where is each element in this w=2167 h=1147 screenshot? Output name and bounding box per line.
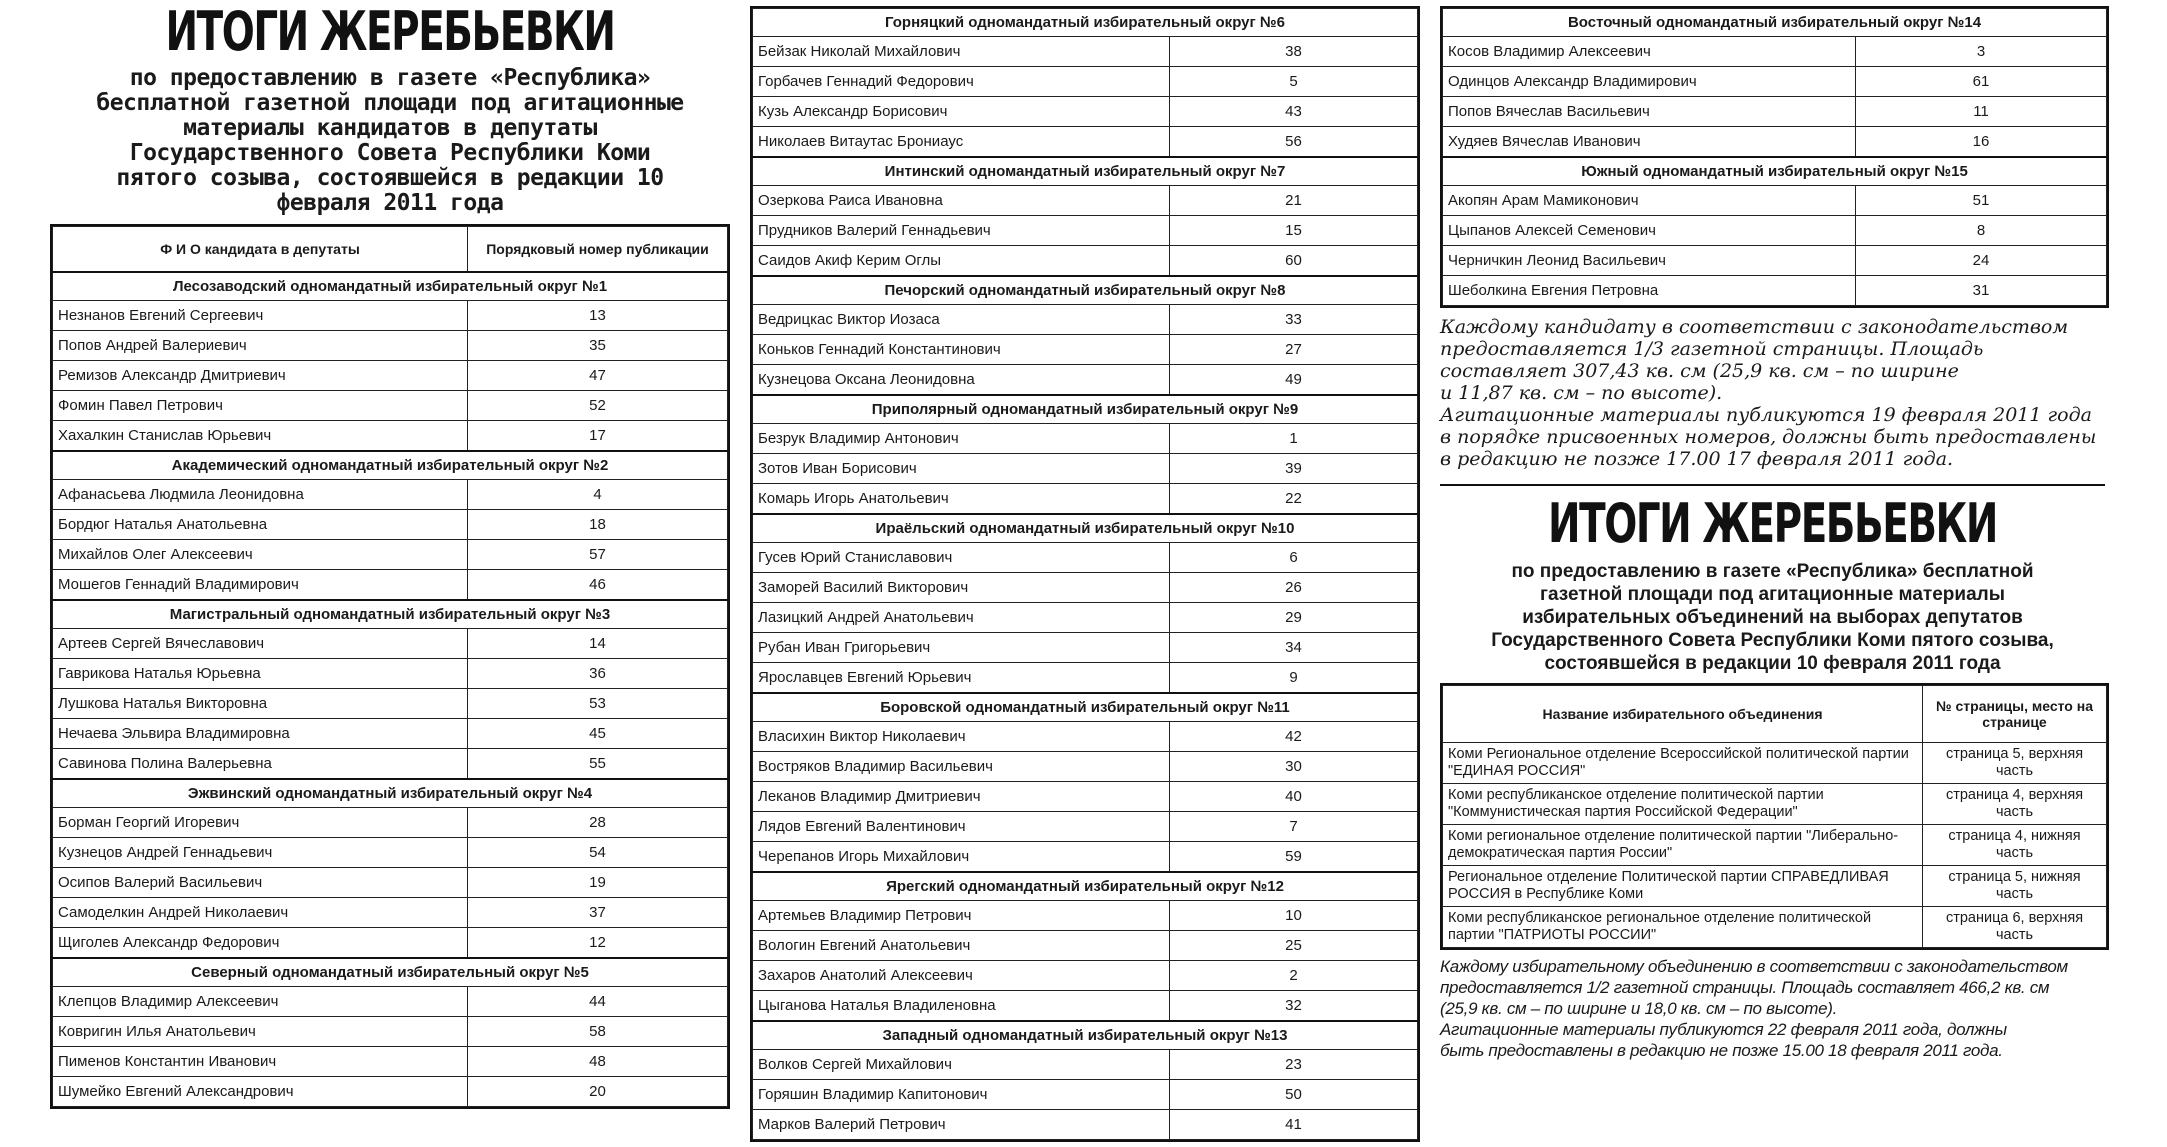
table-row — [753, 603, 1418, 633]
candidate-name: Саидов Акиф Керим Оглы — [753, 246, 1170, 277]
table-row — [753, 127, 1418, 158]
candidate-name: Шеболкина Евгения Петровна — [1443, 276, 1856, 306]
party-page-place: страница 4, нижняя часть — [1923, 825, 2107, 866]
publication-number: 10 — [1170, 901, 1418, 931]
party-name: Коми Региональное отделение Всероссийской политической партии "ЕДИНАЯ РОССИЯ" — [1443, 743, 1923, 784]
publication-number: 18 — [468, 510, 728, 540]
candidate-name: Попов Андрей Валериевич — [53, 331, 468, 361]
candidate-name: Савинова Полина Валерьевна — [53, 749, 468, 780]
candidate-name: Кузнецова Оксана Леонидовна — [753, 365, 1170, 396]
table-row — [53, 1017, 728, 1047]
table-row — [753, 67, 1418, 97]
divider — [1440, 484, 2105, 486]
candidate-name: Коньков Геннадий Константинович — [753, 335, 1170, 365]
candidate-name: Прудников Валерий Геннадьевич — [753, 216, 1170, 246]
candidate-name: Безрук Владимир Антонович — [753, 424, 1170, 454]
candidate-name: Афанасьева Людмила Леонидовна — [53, 480, 468, 510]
publication-number: 59 — [1170, 842, 1418, 873]
candidate-name: Черничкин Леонид Васильевич — [1443, 246, 1856, 276]
publication-number: 53 — [468, 689, 728, 719]
parties-note: Каждому избирательному объединению в соответствии с законодательством предоставляется 1/2 газетной страницы. Площадь составляет 466,2 кв. см (25,9 кв. см – по ширине и 18,0 кв. см – по высоте). Агитационные материалы публикуются 22 февраля 2011 года, должны быть предоставлены в редакцию не позже 15.00 18 февраля 2011 года. — [1440, 957, 2068, 1060]
publication-number: 5 — [1170, 67, 1418, 97]
okrug-heading: Печорский одномандатный избирательный округ №8 — [753, 276, 1418, 305]
candidate-name: Щиголев Александр Федорович — [53, 928, 468, 959]
column-header-fio: Ф И О кандидата в депутаты — [53, 227, 468, 273]
candidate-name: Власихин Виктор Николаевич — [753, 722, 1170, 752]
column-header-party: Название избирательного объединения — [1443, 686, 1923, 743]
candidate-name: Осипов Валерий Васильевич — [53, 868, 468, 898]
publication-number: 21 — [1170, 186, 1418, 216]
publication-number: 58 — [468, 1017, 728, 1047]
publication-number: 32 — [1170, 991, 1418, 1022]
table-row — [1443, 67, 2107, 97]
table-row — [753, 543, 1418, 573]
okrug-row — [53, 958, 728, 987]
parties-title: ИТОГИ ЖЕРЕБЬЕВКИ — [1548, 492, 1997, 555]
party-page-place: страница 5, верхняя часть — [1923, 743, 2107, 784]
table-row — [53, 540, 728, 570]
candidate-name: Ярославцев Евгений Юрьевич — [753, 663, 1170, 694]
publication-number: 42 — [1170, 722, 1418, 752]
okrug-heading: Южный одномандатный избирательный округ №15 — [1443, 157, 2107, 186]
table-row — [1443, 246, 2107, 276]
okrug-row — [753, 693, 1418, 722]
table-row — [53, 749, 728, 780]
candidate-name: Хахалкин Станислав Юрьевич — [53, 421, 468, 452]
okrug-heading: Приполярный одномандатный избирательный округ №9 — [753, 395, 1418, 424]
publication-number: 26 — [1170, 573, 1418, 603]
publication-number: 12 — [468, 928, 728, 959]
table-row — [1443, 825, 2107, 866]
table-row — [753, 305, 1418, 335]
candidates-table-frame-1 — [50, 224, 730, 1109]
table-row — [753, 1080, 1418, 1110]
table-row — [753, 633, 1418, 663]
publication-number: 56 — [1170, 127, 1418, 158]
candidate-name: Мошегов Геннадий Владимирович — [53, 570, 468, 601]
publication-number: 16 — [1856, 127, 2107, 158]
party-page-place: страница 5, нижняя часть — [1923, 866, 2107, 907]
table-row — [753, 752, 1418, 782]
publication-number: 44 — [468, 987, 728, 1017]
publication-number: 19 — [468, 868, 728, 898]
parties-body — [1443, 743, 2107, 948]
publication-number: 11 — [1856, 97, 2107, 127]
okrug-heading: Западный одномандатный избирательный округ №13 — [753, 1021, 1418, 1050]
table-row — [753, 782, 1418, 812]
publication-number: 47 — [468, 361, 728, 391]
okrug-heading: Эжвинский одномандатный избирательный округ №4 — [53, 779, 728, 808]
table-row — [53, 421, 728, 452]
table-row — [753, 454, 1418, 484]
table-row — [53, 1047, 728, 1077]
publication-number: 1 — [1170, 424, 1418, 454]
publication-number: 39 — [1170, 454, 1418, 484]
column-header-page: № страницы, место на странице — [1923, 686, 2107, 743]
publication-number: 3 — [1856, 37, 2107, 67]
candidate-name: Леканов Владимир Дмитриевич — [753, 782, 1170, 812]
publication-number: 29 — [1170, 603, 1418, 633]
left-column — [50, 0, 730, 1109]
candidate-name: Нечаева Эльвира Владимировна — [53, 719, 468, 749]
table-row — [53, 1077, 728, 1107]
table-row — [53, 361, 728, 391]
publication-number: 23 — [1170, 1050, 1418, 1080]
candidate-name: Николаев Витаутас Брониаус — [753, 127, 1170, 158]
party-page-place: страница 4, верхняя часть — [1923, 784, 2107, 825]
table-row — [1443, 866, 2107, 907]
okrug-row — [753, 9, 1418, 37]
okrug-row — [1443, 157, 2107, 186]
candidate-name: Худяев Вячеслав Иванович — [1443, 127, 1856, 158]
party-name: Региональное отделение Политической партии СПРАВЕДЛИВАЯ РОССИЯ в Республике Коми — [1443, 866, 1923, 907]
table-row — [753, 812, 1418, 842]
table-row — [53, 808, 728, 838]
publication-number: 31 — [1856, 276, 2107, 306]
okrug-row — [753, 157, 1418, 186]
okrug-heading: Горняцкий одномандатный избирательный округ №6 — [753, 9, 1418, 37]
candidate-name: Самоделкин Андрей Николаевич — [53, 898, 468, 928]
table-row — [53, 629, 728, 659]
candidate-name: Марков Валерий Петрович — [753, 1110, 1170, 1140]
publication-number: 7 — [1170, 812, 1418, 842]
table-row — [753, 991, 1418, 1022]
publication-number: 60 — [1170, 246, 1418, 277]
right-column — [1440, 6, 2130, 1061]
candidate-name: Фомин Павел Петрович — [53, 391, 468, 421]
table-row — [53, 928, 728, 959]
candidate-name: Клепцов Владимир Алексеевич — [53, 987, 468, 1017]
candidate-name: Лушкова Наталья Викторовна — [53, 689, 468, 719]
party-page-place: страница 6, верхняя часть — [1923, 907, 2107, 948]
publication-number: 28 — [468, 808, 728, 838]
column-header-number: Порядковый номер публикации — [468, 227, 728, 273]
publication-number: 41 — [1170, 1110, 1418, 1140]
table-row — [1443, 784, 2107, 825]
candidates-table-3 — [1442, 8, 2107, 306]
publication-number: 46 — [468, 570, 728, 601]
table-row — [753, 1110, 1418, 1140]
candidate-name: Волков Сергей Михайлович — [753, 1050, 1170, 1080]
candidate-name: Шумейко Евгений Александрович — [53, 1077, 468, 1107]
table-row — [753, 1050, 1418, 1080]
publication-number: 48 — [468, 1047, 728, 1077]
candidate-name: Цыпанов Алексей Семенович — [1443, 216, 1856, 246]
candidate-name: Артемьев Владимир Петрович — [753, 901, 1170, 931]
candidate-name: Горяшин Владимир Капитонович — [753, 1080, 1170, 1110]
publication-number: 27 — [1170, 335, 1418, 365]
table-row — [753, 186, 1418, 216]
publication-number: 2 — [1170, 961, 1418, 991]
publication-number: 40 — [1170, 782, 1418, 812]
candidate-name: Ковригин Илья Анатольевич — [53, 1017, 468, 1047]
page-subtitle: по предоставлению в газете «Республика» бесплатной газетной площади под агитационные материалы кандидатов в депутаты Государственного Совета Республики Коми пятого созыва, состоявшейся в редакции 10 февраля 2011 года — [96, 65, 684, 216]
table-row — [753, 663, 1418, 694]
parties-table-frame — [1440, 683, 2109, 950]
candidate-name: Востряков Владимир Васильевич — [753, 752, 1170, 782]
okrug-row — [753, 514, 1418, 543]
okrug-heading: Лесозаводский одномандатный избирательный округ №1 — [53, 272, 728, 301]
candidate-name: Бейзак Николай Михайлович — [753, 37, 1170, 67]
table-row — [753, 365, 1418, 396]
page-title: ИТОГИ ЖЕРЕБЬЕВКИ — [165, 0, 615, 63]
table-row — [753, 901, 1418, 931]
publication-number: 24 — [1856, 246, 2107, 276]
publication-number: 43 — [1170, 97, 1418, 127]
candidate-name: Незнанов Евгений Сергеевич — [53, 301, 468, 331]
candidate-name: Кузь Александр Борисович — [753, 97, 1170, 127]
okrug-row — [753, 395, 1418, 424]
table-row — [753, 246, 1418, 277]
candidate-name: Лядов Евгений Валентинович — [753, 812, 1170, 842]
candidate-name: Вологин Евгений Анатольевич — [753, 931, 1170, 961]
candidate-name: Комарь Игорь Анатольевич — [753, 484, 1170, 515]
table-row — [753, 216, 1418, 246]
table-row — [1443, 216, 2107, 246]
publication-number: 34 — [1170, 633, 1418, 663]
table-row — [753, 37, 1418, 67]
publication-number: 37 — [468, 898, 728, 928]
publication-number: 51 — [1856, 186, 2107, 216]
okrug-row — [753, 1021, 1418, 1050]
table-row — [753, 931, 1418, 961]
table-body-3 — [1443, 9, 2107, 306]
table-row — [753, 484, 1418, 515]
candidate-name: Цыганова Наталья Владиленовна — [753, 991, 1170, 1022]
table-row — [1443, 127, 2107, 158]
candidate-name: Михайлов Олег Алексеевич — [53, 540, 468, 570]
publication-number: 8 — [1856, 216, 2107, 246]
table-body-1 — [53, 272, 728, 1107]
candidate-name: Лазицкий Андрей Анатольевич — [753, 603, 1170, 633]
party-name: Коми региональное отделение политической партии "Либерально-демократическая партия России" — [1443, 825, 1923, 866]
table-row — [1443, 276, 2107, 306]
table-row — [1443, 97, 2107, 127]
publication-number: 57 — [468, 540, 728, 570]
okrug-heading: Боровской одномандатный избирательный округ №11 — [753, 693, 1418, 722]
table-row — [53, 898, 728, 928]
okrug-heading: Восточный одномандатный избирательный округ №14 — [1443, 9, 2107, 37]
candidate-name: Бордюг Наталья Анатольевна — [53, 510, 468, 540]
publication-number: 25 — [1170, 931, 1418, 961]
candidate-name: Горбачев Геннадий Федорович — [753, 67, 1170, 97]
okrug-heading: Магистральный одномандатный избирательный округ №3 — [53, 600, 728, 629]
parties-subtitle: по предоставлению в газете «Республика» бесплатной газетной площади под агитационные материалы избирательных объединений на выборах депутатов Государственного Совета Республики Коми пятого созыва, состоявшейся в редакции 10 февраля 2011 года — [1491, 561, 2054, 674]
publication-number: 30 — [1170, 752, 1418, 782]
publication-number: 52 — [468, 391, 728, 421]
table-row — [53, 987, 728, 1017]
parties-table — [1442, 685, 2107, 948]
candidate-name: Гусев Юрий Станиславович — [753, 543, 1170, 573]
publication-number: 36 — [468, 659, 728, 689]
table-row — [1443, 186, 2107, 216]
okrug-heading: Академический одномандатный избирательный округ №2 — [53, 451, 728, 480]
publication-number: 61 — [1856, 67, 2107, 97]
table-row — [53, 868, 728, 898]
table-row — [1443, 907, 2107, 948]
okrug-row — [753, 276, 1418, 305]
table-row — [53, 480, 728, 510]
publication-number: 55 — [468, 749, 728, 780]
publication-number: 38 — [1170, 37, 1418, 67]
candidate-name: Черепанов Игорь Михайлович — [753, 842, 1170, 873]
candidate-name: Борман Георгий Игоревич — [53, 808, 468, 838]
table-body-2 — [753, 9, 1418, 1140]
table-row — [1443, 743, 2107, 784]
candidate-name: Косов Владимир Алексеевич — [1443, 37, 1856, 67]
table-row — [753, 424, 1418, 454]
publication-number: 6 — [1170, 543, 1418, 573]
publication-number: 54 — [468, 838, 728, 868]
table-row — [53, 331, 728, 361]
okrug-row — [53, 600, 728, 629]
okrug-row — [53, 272, 728, 301]
table-row — [53, 659, 728, 689]
table-row — [53, 838, 728, 868]
table-row — [1443, 37, 2107, 67]
table-row — [753, 97, 1418, 127]
publication-number: 9 — [1170, 663, 1418, 694]
party-name: Коми республиканское региональное отделение политической партии "ПАТРИОТЫ РОССИИ" — [1443, 907, 1923, 948]
okrug-row — [1443, 9, 2107, 37]
publication-number: 35 — [468, 331, 728, 361]
candidate-name: Заморей Василий Викторович — [753, 573, 1170, 603]
okrug-row — [53, 779, 728, 808]
publication-number: 17 — [468, 421, 728, 452]
table-row — [753, 961, 1418, 991]
publication-number: 33 — [1170, 305, 1418, 335]
candidate-name: Озеркова Раиса Ивановна — [753, 186, 1170, 216]
candidate-name: Ремизов Александр Дмитриевич — [53, 361, 468, 391]
publication-number: 45 — [468, 719, 728, 749]
table-row — [53, 391, 728, 421]
okrug-row — [53, 451, 728, 480]
publication-number: 49 — [1170, 365, 1418, 396]
okrug-heading: Ярегский одномандатный избирательный округ №12 — [753, 872, 1418, 901]
candidates-table-frame-2 — [750, 6, 1420, 1142]
table-row — [753, 335, 1418, 365]
publication-number: 14 — [468, 629, 728, 659]
table-row — [53, 301, 728, 331]
table-row — [753, 573, 1418, 603]
candidate-name: Артеев Сергей Вячеславович — [53, 629, 468, 659]
candidates-table-2 — [752, 8, 1418, 1140]
candidates-note: Каждому кандидату в соответствии с законодательством предоставляется 1/3 газетной страницы. Площадь составляет 307,43 кв. см (25,9 кв. см – по ширине и 11,87 кв. см – по высоте). Агитационные материалы публикуются 19 февраля 2011 года в порядке присвоенных номеров, должны быть предоставлены в редакцию не позже 17.00 17 февраля 2011 года. — [1440, 316, 2097, 470]
publication-number: 20 — [468, 1077, 728, 1107]
candidate-name: Кузнецов Андрей Геннадьевич — [53, 838, 468, 868]
candidate-name: Попов Вячеслав Васильевич — [1443, 97, 1856, 127]
table-row — [53, 570, 728, 601]
candidate-name: Рубан Иван Григорьевич — [753, 633, 1170, 663]
table-row — [753, 722, 1418, 752]
okrug-heading: Северный одномандатный избирательный округ №5 — [53, 958, 728, 987]
table-row — [53, 510, 728, 540]
publication-number: 4 — [468, 480, 728, 510]
table-row — [53, 719, 728, 749]
candidate-name: Гаврикова Наталья Юрьевна — [53, 659, 468, 689]
publication-number: 13 — [468, 301, 728, 331]
okrug-heading: Ираёльский одномандатный избирательный округ №10 — [753, 514, 1418, 543]
publication-number: 15 — [1170, 216, 1418, 246]
candidate-name: Зотов Иван Борисович — [753, 454, 1170, 484]
candidates-table-frame-3 — [1440, 6, 2109, 308]
candidate-name: Акопян Арам Мамиконович — [1443, 186, 1856, 216]
candidate-name: Ведрицкас Виктор Иозаса — [753, 305, 1170, 335]
candidate-name: Захаров Анатолий Алексеевич — [753, 961, 1170, 991]
table-row — [53, 689, 728, 719]
table-row — [753, 842, 1418, 873]
candidates-table-1 — [52, 226, 728, 1107]
party-name: Коми республиканское отделение политической партии "Коммунистическая партия Российской Федерации" — [1443, 784, 1923, 825]
okrug-row — [753, 872, 1418, 901]
candidate-name: Одинцов Александр Владимирович — [1443, 67, 1856, 97]
candidate-name: Пименов Константин Иванович — [53, 1047, 468, 1077]
okrug-heading: Интинский одномандатный избирательный округ №7 — [753, 157, 1418, 186]
publication-number: 22 — [1170, 484, 1418, 515]
middle-column — [750, 6, 1420, 1142]
publication-number: 50 — [1170, 1080, 1418, 1110]
